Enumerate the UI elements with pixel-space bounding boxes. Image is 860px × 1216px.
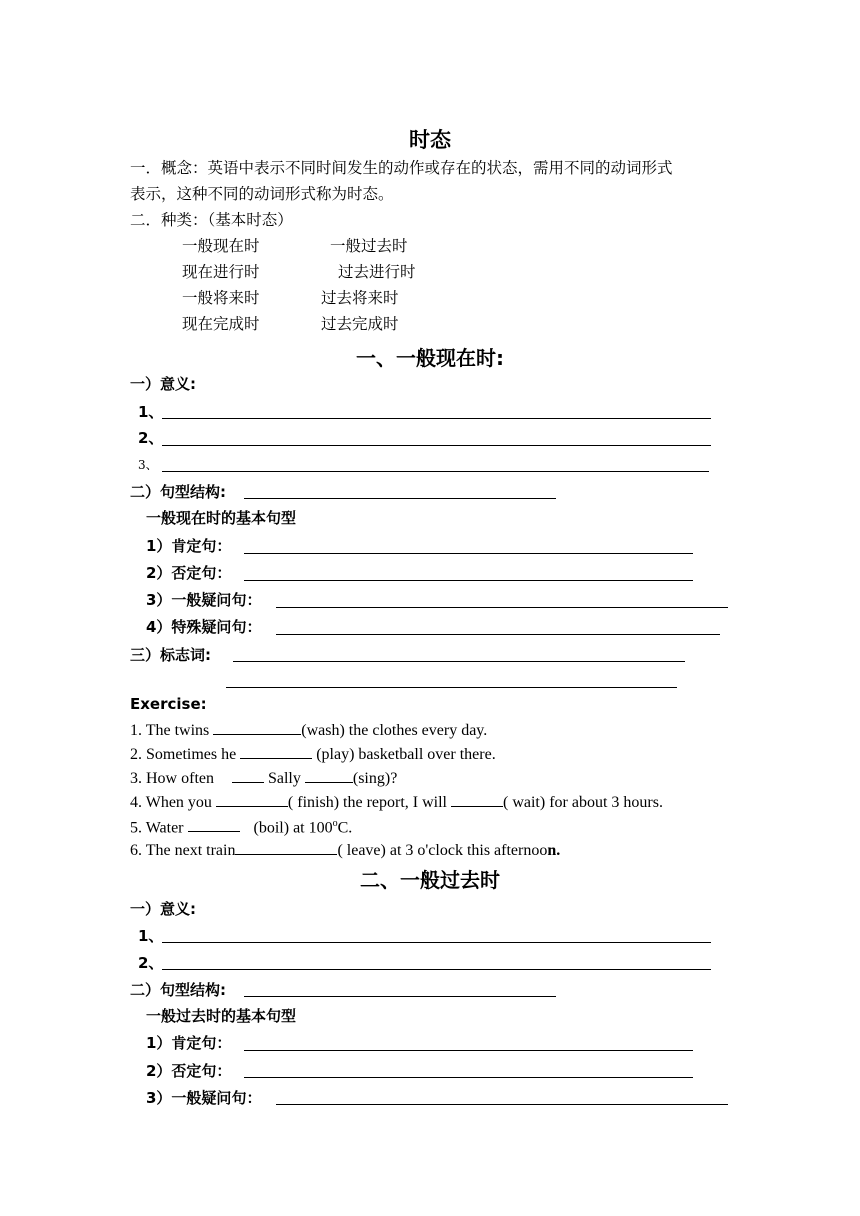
exercise-item-4: 4. When you ( finish) the report, I will ( wait) for about 3 hours.: [130, 790, 663, 813]
kinds-label: 二．种类：（基本时态）: [130, 211, 293, 229]
fill-in-blank[interactable]: [451, 790, 503, 807]
fill-in-blank[interactable]: [213, 718, 301, 735]
fill-in-blank[interactable]: [162, 471, 709, 472]
fill-in-blank[interactable]: [226, 687, 677, 688]
fill-in-blank[interactable]: [162, 445, 711, 446]
tense-item: 一般现在时: [182, 237, 260, 255]
fill-in-blank[interactable]: [244, 553, 693, 554]
fill-in-blank[interactable]: [244, 1077, 693, 1078]
tense-item: 一般将来时: [182, 289, 260, 307]
section-title: 二、一般过去时: [360, 868, 500, 892]
exercise-item-1: 1. The twins (wash) the clothes every day.: [130, 718, 487, 741]
fill-in-blank[interactable]: [232, 766, 264, 783]
meaning-item-number: 3、: [138, 458, 158, 472]
fill-in-blank[interactable]: [276, 1104, 728, 1105]
pattern-affirmative-label: 1）肯定句：: [146, 1034, 232, 1052]
meaning-item-number: 2、: [138, 429, 164, 447]
structure-label: 二）句型结构:: [130, 483, 226, 501]
exercise-item-5: 5. Water (boil) at 100$^o$C.: [130, 814, 352, 838]
meaning-item-number: 1、: [138, 927, 164, 945]
pattern-affirmative-label: 1）肯定句：: [146, 537, 232, 555]
fill-in-blank[interactable]: [244, 996, 556, 997]
concept-line-1: 一．概念：英语中表示不同时间发生的动作或存在的状态，需用不同的动词形式: [130, 159, 673, 177]
exercise-item-2: 2. Sometimes he (play) basketball over there.: [130, 742, 496, 765]
signal-words-label: 三）标志词:: [130, 646, 211, 664]
page-title: 时态: [409, 128, 451, 152]
tense-item: 现在完成时: [182, 315, 260, 333]
pattern-negative-label: 2）否定句：: [146, 1062, 232, 1080]
meaning-item-number: 2、: [138, 954, 164, 972]
tense-item: 一般过去时: [330, 237, 408, 255]
fill-in-blank[interactable]: [162, 418, 711, 419]
fill-in-blank[interactable]: [216, 790, 288, 807]
pattern-wh-question-label: 4）特殊疑问句：: [146, 618, 262, 636]
fill-in-blank[interactable]: [188, 815, 240, 832]
pattern-yesno-question-label: 3）一般疑问句：: [146, 591, 262, 609]
tense-item: 过去进行时: [338, 263, 416, 281]
tense-item: 过去将来时: [321, 289, 399, 307]
concept-line-2: 表示，这种不同的动词形式称为时态。: [130, 185, 394, 203]
tense-item: 过去完成时: [321, 315, 399, 333]
basic-pattern-label: 一般过去时的基本句型: [146, 1007, 297, 1025]
basic-pattern-label: 一般现在时的基本句型: [146, 509, 297, 527]
fill-in-blank[interactable]: [305, 766, 353, 783]
structure-label: 二）句型结构:: [130, 981, 226, 999]
meaning-label: 一）意义:: [130, 900, 196, 918]
pattern-yesno-question-label: 3）一般疑问句：: [146, 1089, 262, 1107]
fill-in-blank[interactable]: [244, 498, 556, 499]
fill-in-blank[interactable]: [244, 580, 693, 581]
fill-in-blank[interactable]: [233, 661, 685, 662]
pattern-negative-label: 2）否定句：: [146, 564, 232, 582]
fill-in-blank[interactable]: [240, 742, 312, 759]
fill-in-blank[interactable]: [162, 942, 711, 943]
fill-in-blank[interactable]: [162, 969, 711, 970]
section-title: 一、一般现在时:: [356, 346, 504, 370]
exercise-item-3: 3. How often Sally (sing)?: [130, 766, 397, 789]
tense-item: 现在进行时: [182, 263, 260, 281]
fill-in-blank[interactable]: [276, 607, 728, 608]
fill-in-blank[interactable]: [244, 1050, 693, 1051]
fill-in-blank[interactable]: [276, 634, 720, 635]
fill-in-blank[interactable]: [235, 838, 337, 855]
meaning-label: 一）意义:: [130, 375, 196, 393]
exercise-item-6: 6. The next train ( leave) at 3 o'clock this afternoon.: [130, 838, 560, 861]
meaning-item-number: 1、: [138, 403, 164, 421]
exercise-label: Exercise:: [130, 695, 207, 713]
